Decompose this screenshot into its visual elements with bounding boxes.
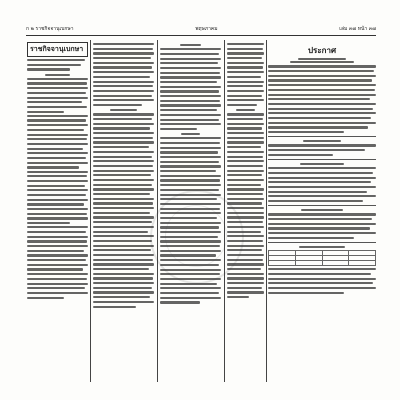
data-table [268, 250, 376, 266]
section-divider [268, 242, 376, 243]
text-block [268, 167, 376, 202]
column-4 [227, 41, 264, 382]
announcement-subheading [268, 58, 376, 60]
text-block [268, 144, 376, 156]
text-block [27, 59, 88, 71]
text-block [27, 171, 88, 225]
section-divider [268, 205, 376, 206]
text-block [268, 213, 376, 239]
page-header [26, 23, 376, 36]
section-heading [227, 109, 264, 111]
section-heading [268, 209, 376, 211]
column-5 [268, 41, 376, 382]
header-center: พฤษภาคม [195, 26, 218, 32]
text-block [27, 115, 88, 169]
masthead-title: ราชกิจจานุเบกษา [27, 42, 88, 57]
announcement-heading: ประกาศ [307, 45, 337, 55]
column-rule [90, 40, 91, 382]
section-heading [268, 163, 376, 165]
text-block [27, 226, 88, 299]
text-block [27, 78, 88, 113]
section-heading [27, 74, 88, 76]
section-divider [268, 136, 376, 137]
text-block [160, 137, 221, 303]
text-block [227, 113, 264, 298]
text-block [227, 43, 264, 106]
section-heading [268, 140, 376, 142]
text-block [160, 48, 221, 130]
column-3 [160, 41, 221, 382]
announcement-subheading [268, 61, 376, 63]
column-rule [266, 40, 267, 382]
text-block [268, 65, 376, 133]
section-heading [160, 133, 221, 135]
column-1 [27, 41, 88, 382]
section-heading [160, 44, 221, 46]
section-heading [268, 246, 376, 248]
column-2 [93, 41, 154, 382]
text-block [93, 113, 154, 307]
text-block [93, 43, 154, 106]
header-right: เล่ม ๓๗ หน้า ๓๗ [339, 26, 376, 32]
section-divider [268, 159, 376, 160]
header-left: ก ๒ ราชกิจจานุเบกษา [26, 26, 74, 32]
section-heading [93, 109, 154, 111]
text-block [268, 268, 376, 294]
